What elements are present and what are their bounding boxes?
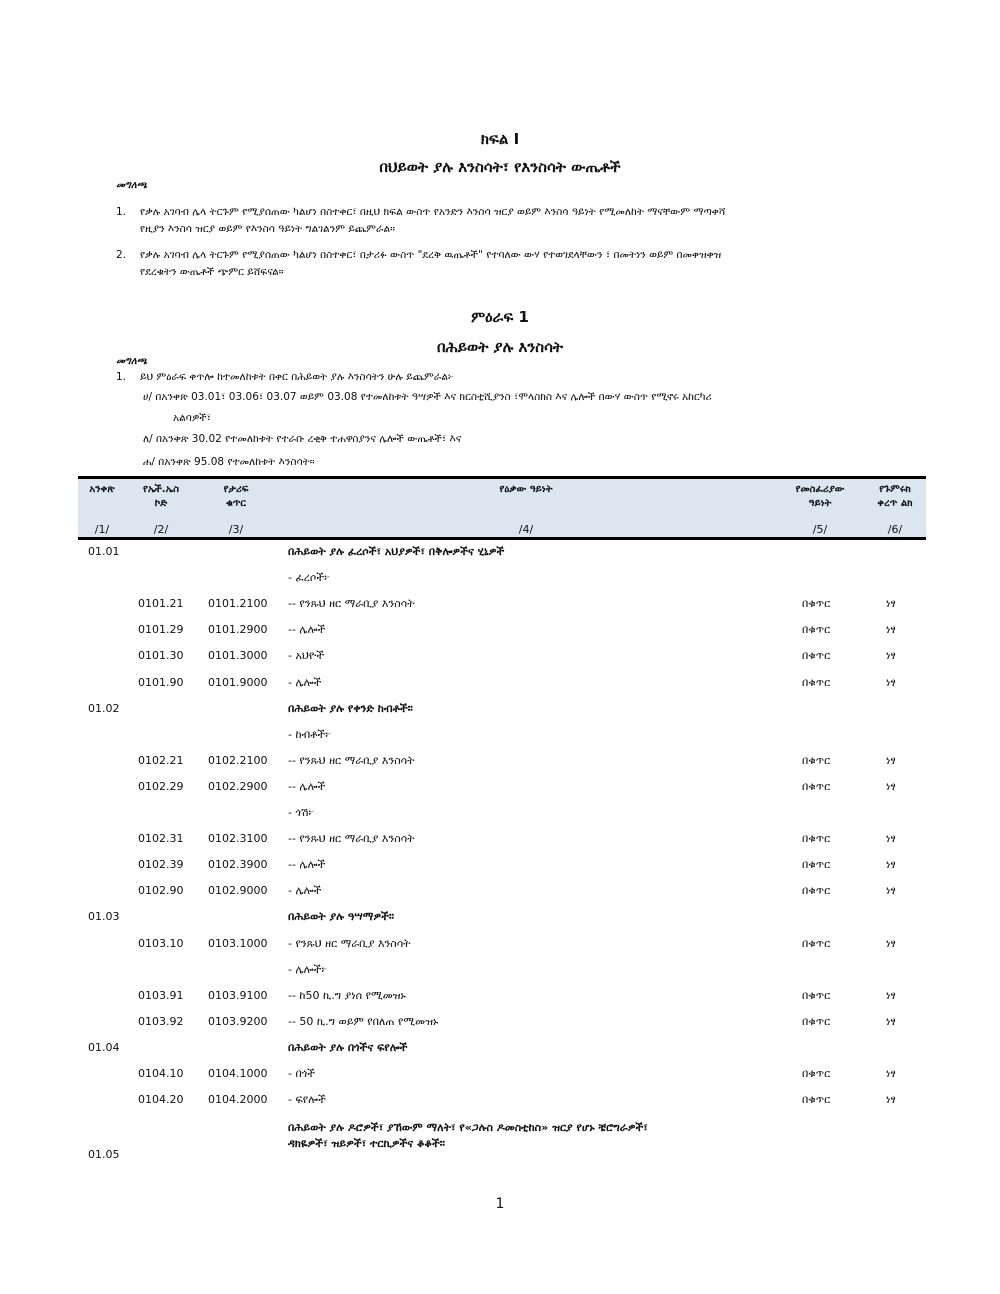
row-description: በሕይወት ያሉ ዓሣማዎች። xyxy=(288,910,395,924)
row-description: በሕይወት ያሉ በጎችና ፍየሎች xyxy=(288,1040,408,1054)
header-num-6: /6/ xyxy=(887,523,903,536)
row-description-line1: በሕይወት ያሉ ዶሮዎች፣ ያኸውም ማለት፣ የ«ጋሉስ ዶመስቲከስ» ዝርያ የሆኑ ቼሮግራዎች፣ xyxy=(288,1121,648,1134)
section-subtitle: በህይወት ያሉ እንስሳት፣ የእንስሳት ውጤቶች xyxy=(379,158,621,176)
row-tariff-number: 0102.9000 xyxy=(208,884,268,898)
row-heading: 01.03 xyxy=(88,910,120,924)
subitem-line1: ሐ/ በአንቀጽ 95.08 የተመለከቱት እንስሳት። xyxy=(143,456,315,468)
table-row xyxy=(78,676,926,702)
row-description: -- ሌሎች xyxy=(288,779,326,793)
row-duty: ነፃ xyxy=(886,597,896,611)
row-tariff-number: 0104.2000 xyxy=(208,1093,268,1107)
row-description: -- 50 ኪ.ግ ወይም የበለጠ የሚመዝኑ xyxy=(288,1014,439,1028)
table-row-last xyxy=(78,1120,926,1160)
note-number: 1. xyxy=(116,206,127,218)
row-duty: ነፃ xyxy=(886,675,896,689)
table-row xyxy=(78,728,926,754)
row-description: -- የንጹህ ዘር ማራቢያ እንስሳት xyxy=(288,597,415,611)
table-row xyxy=(78,910,926,936)
section-note-1 xyxy=(116,204,886,238)
chapter-subitem-a xyxy=(143,389,888,427)
table-row xyxy=(78,1067,926,1093)
row-heading: 01.04 xyxy=(88,1040,120,1054)
chapter-subitem-b xyxy=(143,431,888,448)
table-row xyxy=(78,1015,926,1041)
row-description: -- ሌሎች xyxy=(288,858,326,872)
row-unit: በቁጥር xyxy=(802,1093,831,1107)
row-description: - የንጹህ ዘር ማራቢያ እንስሳት xyxy=(288,936,411,950)
row-duty: ነፃ xyxy=(886,1067,896,1080)
row-duty: ነፃ xyxy=(886,623,896,637)
header-num-5: /5/ xyxy=(812,523,828,536)
chapter-note-heading: መግለጫ xyxy=(116,356,147,367)
subitem-line1: ሀ/ በአንቀጽ 03.01፣ 03.06፣ 03.07 ወይም 03.08 የተመለከቱት ዓሣዎች እና ክርስቲሺያንስ ፣ሞላስክስ እና ሌሎች በውሃ ውስጥ የሚኖሩ አከርካሪ xyxy=(143,391,712,403)
row-duty: ነፃ xyxy=(886,858,896,872)
row-hs-code: 0101.21 xyxy=(138,597,184,611)
row-description: - ፍየሎች xyxy=(288,1093,326,1107)
header-sublabel: ቁጥር xyxy=(226,498,246,509)
header-sublabel: ቀረጥ ልክ xyxy=(877,498,913,509)
row-unit: በቁጥር xyxy=(802,858,831,872)
row-unit: በቁጥር xyxy=(802,779,831,793)
row-unit: በቁጥር xyxy=(802,675,831,689)
header-label: አንቀጽ xyxy=(89,484,115,495)
row-duty: ነፃ xyxy=(886,649,896,663)
row-heading: 01.05 xyxy=(88,1148,120,1161)
row-unit: በቁጥር xyxy=(802,884,831,898)
table-row xyxy=(78,963,926,989)
table-row xyxy=(78,571,926,597)
row-tariff-number: 0101.3000 xyxy=(208,649,268,663)
row-duty: ነፃ xyxy=(886,779,896,793)
row-heading: 01.02 xyxy=(88,701,120,715)
row-duty: ነፃ xyxy=(886,832,896,846)
header-tariff-number xyxy=(196,483,276,511)
table-row xyxy=(78,649,926,675)
row-tariff-number: 0104.1000 xyxy=(208,1067,268,1080)
row-hs-code: 0104.10 xyxy=(138,1067,184,1080)
row-hs-code: 0102.29 xyxy=(138,779,184,793)
header-num-4: /4/ xyxy=(518,523,534,536)
table-row xyxy=(78,545,926,571)
row-hs-code: 0102.31 xyxy=(138,832,184,846)
table-row xyxy=(78,884,926,910)
row-description: - ከብቶች፦ xyxy=(288,727,332,741)
row-unit: በቁጥር xyxy=(802,1014,831,1028)
header-num-1: /1/ xyxy=(94,523,110,536)
row-tariff-number: 0102.3900 xyxy=(208,858,268,872)
table-row xyxy=(78,780,926,806)
row-unit: በቁጥር xyxy=(802,936,831,950)
row-duty: ነፃ xyxy=(886,1093,896,1107)
row-description: -- የንጹህ ዘር ማራቢያ እንስሳት xyxy=(288,753,415,767)
header-label: የጉምሩክ xyxy=(879,484,911,495)
header-description xyxy=(276,483,776,497)
row-tariff-number: 0102.3100 xyxy=(208,832,268,846)
row-hs-code: 0102.39 xyxy=(138,858,184,872)
row-unit: በቁጥር xyxy=(802,832,831,846)
row-description: በሕይወት ያሉ ፈረሶች፣ አህያዎች፣ በቅሎዎችና ሂኒዎች xyxy=(288,545,505,558)
row-description: -- ከ50 ኪ.ግ ያነሰ የሚመዝኑ xyxy=(288,988,406,1002)
row-description: - በጎች xyxy=(288,1067,316,1080)
chapter-title: ምዕራፍ 1 xyxy=(471,308,529,326)
row-description: - አህዮች xyxy=(288,649,325,663)
header-heading xyxy=(78,483,126,497)
table-row xyxy=(78,1093,926,1119)
table-row xyxy=(78,597,926,623)
table-row xyxy=(78,858,926,884)
chapter-subitem-c xyxy=(143,454,888,471)
header-num-2: /2/ xyxy=(153,523,169,536)
row-tariff-number: 0103.9100 xyxy=(208,988,268,1002)
note-number: 1. xyxy=(116,371,127,383)
row-hs-code: 0103.10 xyxy=(138,936,184,950)
row-unit: በቁጥር xyxy=(802,597,831,611)
note-text-line1: የቃሉ አገባብ ሌላ ትርጉም የሚያሰጠው ካልሆነ በስተቀር፣ በታሪፉ ውስጥ "ደረቅ ዉጤቶች" የተባለው ውሃ የተወገደላቸውን ፣ በመትነን ወይም በመቀዝቀዝ xyxy=(140,249,722,261)
section-title: ክፍል I xyxy=(480,130,520,148)
table-header xyxy=(78,476,926,540)
header-hs-code xyxy=(126,483,196,511)
header-unit xyxy=(776,483,864,511)
header-sublabel: ዓይነት xyxy=(808,498,832,509)
row-hs-code: 0101.30 xyxy=(138,649,184,663)
row-unit: በቁጥር xyxy=(802,988,831,1002)
header-duty xyxy=(864,483,926,511)
row-description: - ሌሎች xyxy=(288,675,322,689)
row-description: በሕይወት ያሉ የቀንድ ከብቶች። xyxy=(288,701,413,715)
row-hs-code: 0101.29 xyxy=(138,623,184,637)
row-tariff-number: 0101.9000 xyxy=(208,675,268,689)
table-row xyxy=(78,702,926,728)
row-hs-code: 0103.92 xyxy=(138,1014,184,1028)
chapter-note-1 xyxy=(116,369,886,386)
table-row xyxy=(78,754,926,780)
note-text-line1: የቃሉ አገባብ ሌላ ትርጉም የሚያሰጠው ካልሆነ በስተቀር፣ በዚህ ክፍል ውስጥ የአንድን እንስሳ ዝርያ ወይም እንስሳ ዓይነት የሚመለከት ማናቸውም ማጣቀሻ xyxy=(140,206,726,218)
row-heading: 01.01 xyxy=(88,545,120,558)
table-row xyxy=(78,806,926,832)
row-description-line2: ዳክዬዎች፣ ዝይዎች፣ ተርኪዎችና ቆቆች። xyxy=(288,1137,445,1150)
note-text-line2: የደረቁትን ውጤቶች ጭምር ይሸፍናል። xyxy=(140,266,284,278)
header-label: የመስፈሪያው xyxy=(795,484,845,495)
row-unit: በቁጥር xyxy=(802,623,831,637)
row-description: -- ሌሎች xyxy=(288,623,326,637)
row-description: - ፈረሶች፦ xyxy=(288,571,330,585)
row-duty: ነፃ xyxy=(886,988,896,1002)
row-hs-code: 0101.90 xyxy=(138,675,184,689)
page-number: 1 xyxy=(495,1196,505,1212)
row-duty: ነፃ xyxy=(886,1014,896,1028)
row-description: - ሌሎች xyxy=(288,884,322,898)
row-description: -- የንጹህ ዘር ማራቢያ እንስሳት xyxy=(288,832,415,846)
row-duty: ነፃ xyxy=(886,936,896,950)
row-description: - ጎሽ፦ xyxy=(288,806,315,819)
row-hs-code: 0102.21 xyxy=(138,753,184,767)
subitem-line1: ለ/ በአንቀጽ 30.02 የተመለከቱት የተራቡ ረቂቅ ተሐዋስያንና ሌሎች ውጤቶች፣ እና xyxy=(143,433,462,445)
row-tariff-number: 0102.2900 xyxy=(208,779,268,793)
row-hs-code: 0102.90 xyxy=(138,884,184,898)
row-tariff-number: 0103.1000 xyxy=(208,936,268,950)
subitem-line2: አልባዎች፣ xyxy=(173,412,211,424)
row-tariff-number: 0101.2900 xyxy=(208,623,268,637)
chapter-subtitle: በሕይወት ያሉ እንስሳት xyxy=(436,338,564,356)
row-duty: ነፃ xyxy=(886,753,896,767)
table-row xyxy=(78,832,926,858)
header-label: የዕቃው ዓይነት xyxy=(499,484,553,495)
table-row xyxy=(78,1041,926,1067)
header-label: የኤች.ኤስ xyxy=(142,484,180,495)
row-hs-code: 0104.20 xyxy=(138,1093,184,1107)
section-note-heading: መግለጫ xyxy=(116,180,147,191)
header-num-3: /3/ xyxy=(228,523,244,536)
row-unit: በቁጥር xyxy=(802,1067,831,1080)
row-unit: በቁጥር xyxy=(802,753,831,767)
row-description xyxy=(288,1120,788,1152)
table-row xyxy=(78,623,926,649)
row-tariff-number: 0101.2100 xyxy=(208,597,268,611)
table-row xyxy=(78,989,926,1015)
table-row xyxy=(78,937,926,963)
note-text: ይህ ምዕራፍ ቀጥሎ ከተመለከቱት በቀር በሕይወት ያሉ እንስሳትን ሁሉ ይጨምራል፦ xyxy=(140,371,454,383)
row-hs-code: 0103.91 xyxy=(138,988,184,1002)
section-note-2 xyxy=(116,247,886,281)
row-unit: በቁጥር xyxy=(802,649,831,663)
header-sublabel: ኮድ xyxy=(154,498,168,509)
row-tariff-number: 0103.9200 xyxy=(208,1014,268,1028)
row-description: - ሌሎች፦ xyxy=(288,962,328,976)
note-number: 2. xyxy=(116,249,127,261)
row-duty: ነፃ xyxy=(886,884,896,898)
header-label: የታሪፍ xyxy=(223,484,249,495)
row-tariff-number: 0102.2100 xyxy=(208,753,268,767)
note-text-line2: የዚያን እንስሳ ዝርያ ወይም የእንስሳ ዓይነት ግልገልንም ይጨምራል። xyxy=(140,223,396,235)
